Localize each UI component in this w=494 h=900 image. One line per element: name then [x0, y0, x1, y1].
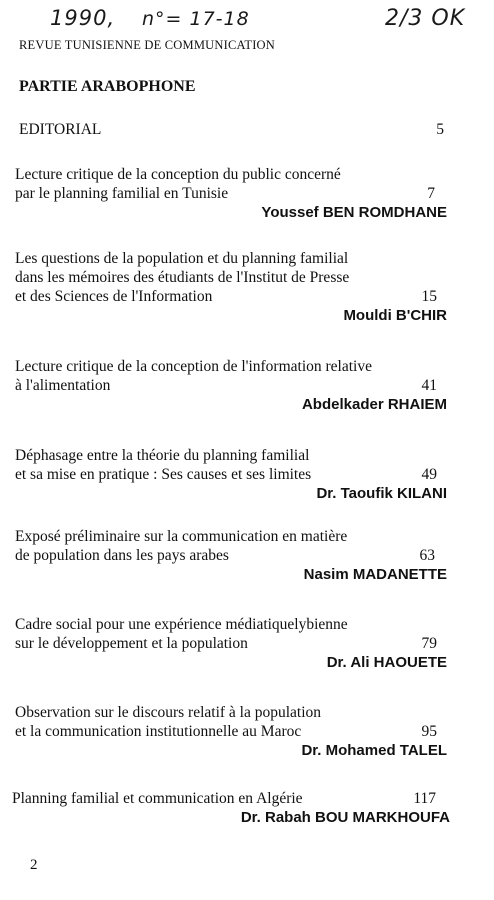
handwritten-issue-number: n°= 17-18	[142, 8, 250, 30]
entry-title-line: dans les mémoires des étudiants de l'Institut de Presse	[15, 269, 350, 286]
toc-entry	[15, 703, 447, 761]
entry-title-text: à l'alimentation	[15, 377, 111, 394]
section-title: PARTIE ARABOPHONE	[19, 78, 196, 95]
entry-title-line: Exposé préliminaire sur la communication en matière	[15, 528, 348, 545]
entry-title-text: sur le développement et la population	[15, 635, 248, 652]
entry-title-line: Les questions de la population et du planning familial	[15, 250, 349, 267]
toc-entry	[15, 527, 447, 585]
toc-entry	[15, 165, 447, 223]
entry-page: 117	[413, 790, 436, 807]
entry-title-line	[15, 184, 447, 203]
entry-author: Nasim MADANETTE	[303, 566, 447, 583]
entry-title-text: et des Sciences de l'Information	[15, 288, 213, 305]
entry-page: 95	[421, 723, 437, 740]
editorial-entry	[19, 121, 444, 139]
entry-title-line	[15, 634, 447, 653]
entry-title-text: Planning familial et communication en Algérie	[12, 790, 303, 807]
entry-page: 79	[421, 635, 437, 652]
entry-page: 63	[419, 547, 435, 564]
toc-entry	[15, 249, 447, 326]
handwritten-note: 2/3 OK	[385, 6, 466, 31]
entry-title-line	[15, 722, 447, 741]
entry-page: 49	[421, 466, 437, 483]
entry-title-text: et la communication institutionnelle au Maroc	[15, 723, 302, 740]
entry-title-line	[12, 789, 450, 808]
entry-title-line	[15, 376, 447, 395]
entry-author: Dr. Taoufik KILANI	[316, 485, 447, 502]
entry-page: 15	[421, 288, 437, 305]
editorial-page: 5	[436, 121, 444, 138]
entry-author: Dr. Ali HAOUETE	[326, 654, 447, 671]
entry-title-line: Lecture critique de la conception du public concerné	[15, 166, 341, 183]
entry-author: Dr. Mohamed TALEL	[301, 742, 447, 759]
entry-page: 7	[427, 185, 435, 202]
entry-title-text: par le planning familial en Tunisie	[15, 185, 229, 202]
entry-title-text: de population dans les pays arabes	[15, 547, 229, 564]
editorial-label: EDITORIAL	[19, 121, 102, 138]
entry-author: Abdelkader RHAIEM	[301, 396, 447, 413]
toc-entry	[12, 789, 450, 828]
entry-title-line	[15, 546, 447, 565]
entry-title-line	[15, 287, 447, 306]
entry-author: Mouldi B'CHIR	[343, 307, 447, 324]
toc-entry	[15, 615, 447, 673]
entry-title-line: Lecture critique de la conception de l'information relative	[15, 358, 372, 375]
entry-page: 41	[421, 377, 437, 394]
entry-title-line: Observation sur le discours relatif à la population	[15, 704, 322, 721]
handwritten-year: 1990,	[50, 6, 116, 30]
toc-entry	[15, 446, 447, 504]
page-number: 2	[30, 857, 38, 873]
entry-title-line	[15, 465, 447, 484]
entry-title-line: Cadre social pour une expérience médiatiquelybienne	[15, 616, 348, 633]
toc-entry	[15, 357, 447, 415]
entry-title-line: Déphasage entre la théorie du planning familial	[15, 447, 310, 464]
entry-author: Dr. Rabah BOU MARKHOUFA	[240, 809, 450, 826]
entry-title-text: et sa mise en pratique : Ses causes et ses limites	[15, 466, 312, 483]
journal-title: REVUE TUNISIENNE DE COMMUNICATION	[19, 38, 276, 52]
entry-author: Youssef BEN ROMDHANE	[261, 204, 447, 221]
